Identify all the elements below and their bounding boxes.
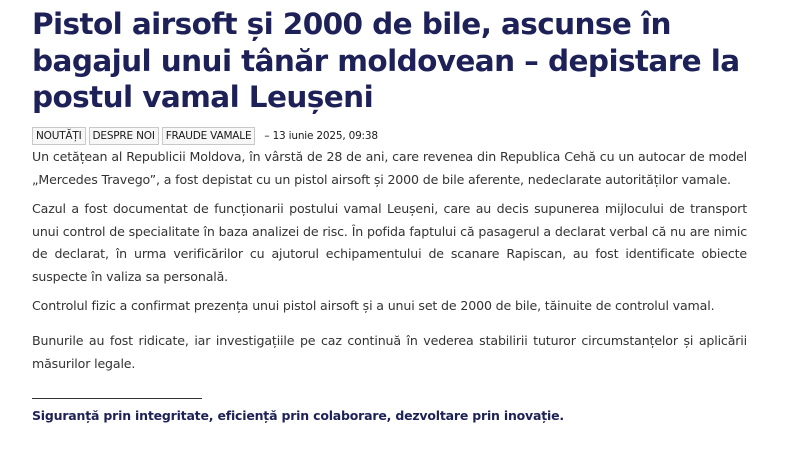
article-title: Pistol airsoft și 2000 de bile, ascunse în bagajul unui tânăr moldovean – depistare la postul vamal Leușeni — [32, 7, 740, 114]
article-paragraph: Un cetățean al Republicii Moldova, în vârstă de 28 de ani, care revenea din Republica Cehă cu un autocar de model „Mercedes Travego”, a fost depistat cu un pistol airsoft și 2000 de bile aferente, nedeclarate autorităților vamale. — [32, 149, 747, 187]
article-meta — [32, 127, 378, 145]
article-paragraph: Controlul fizic a confirmat prezența unui pistol airsoft și a unui set de 2000 de bile, tăinuite de controlul vamal. — [32, 298, 715, 313]
motto: Siguranță prin integritate, eficiență prin colaborare, dezvoltare prin inovație. — [32, 408, 564, 423]
article-date: – 13 iunie 2025, 09:38 — [264, 130, 378, 142]
article-paragraph: Cazul a fost documentat de funcționarii postului vamal Leușeni, care au decis supunerea mijlocului de transport unui control de specialitate în baza analizei de risc. În pofida faptului că pasagerul a declarat verbal că nu are nimic de declarat, în urma verificărilor cu ajutorul echipamentului de scanare Rapiscan, au fost identificate obiecte suspecte în valiza sa personală. — [32, 201, 747, 284]
tag-fraude-vamale[interactable]: FRAUDE VAMALE — [162, 127, 256, 145]
article-paragraph: Bunurile au fost ridicate, iar investigațiile pe caz continuă în vederea stabilirii tuturor circumstanțelor și aplicării măsurilor legale. — [32, 333, 747, 371]
tag-despre-noi[interactable]: DESPRE NOI — [89, 127, 159, 145]
tag-noutati[interactable]: NOUTĂȚI — [32, 127, 86, 145]
divider-line — [32, 398, 202, 399]
